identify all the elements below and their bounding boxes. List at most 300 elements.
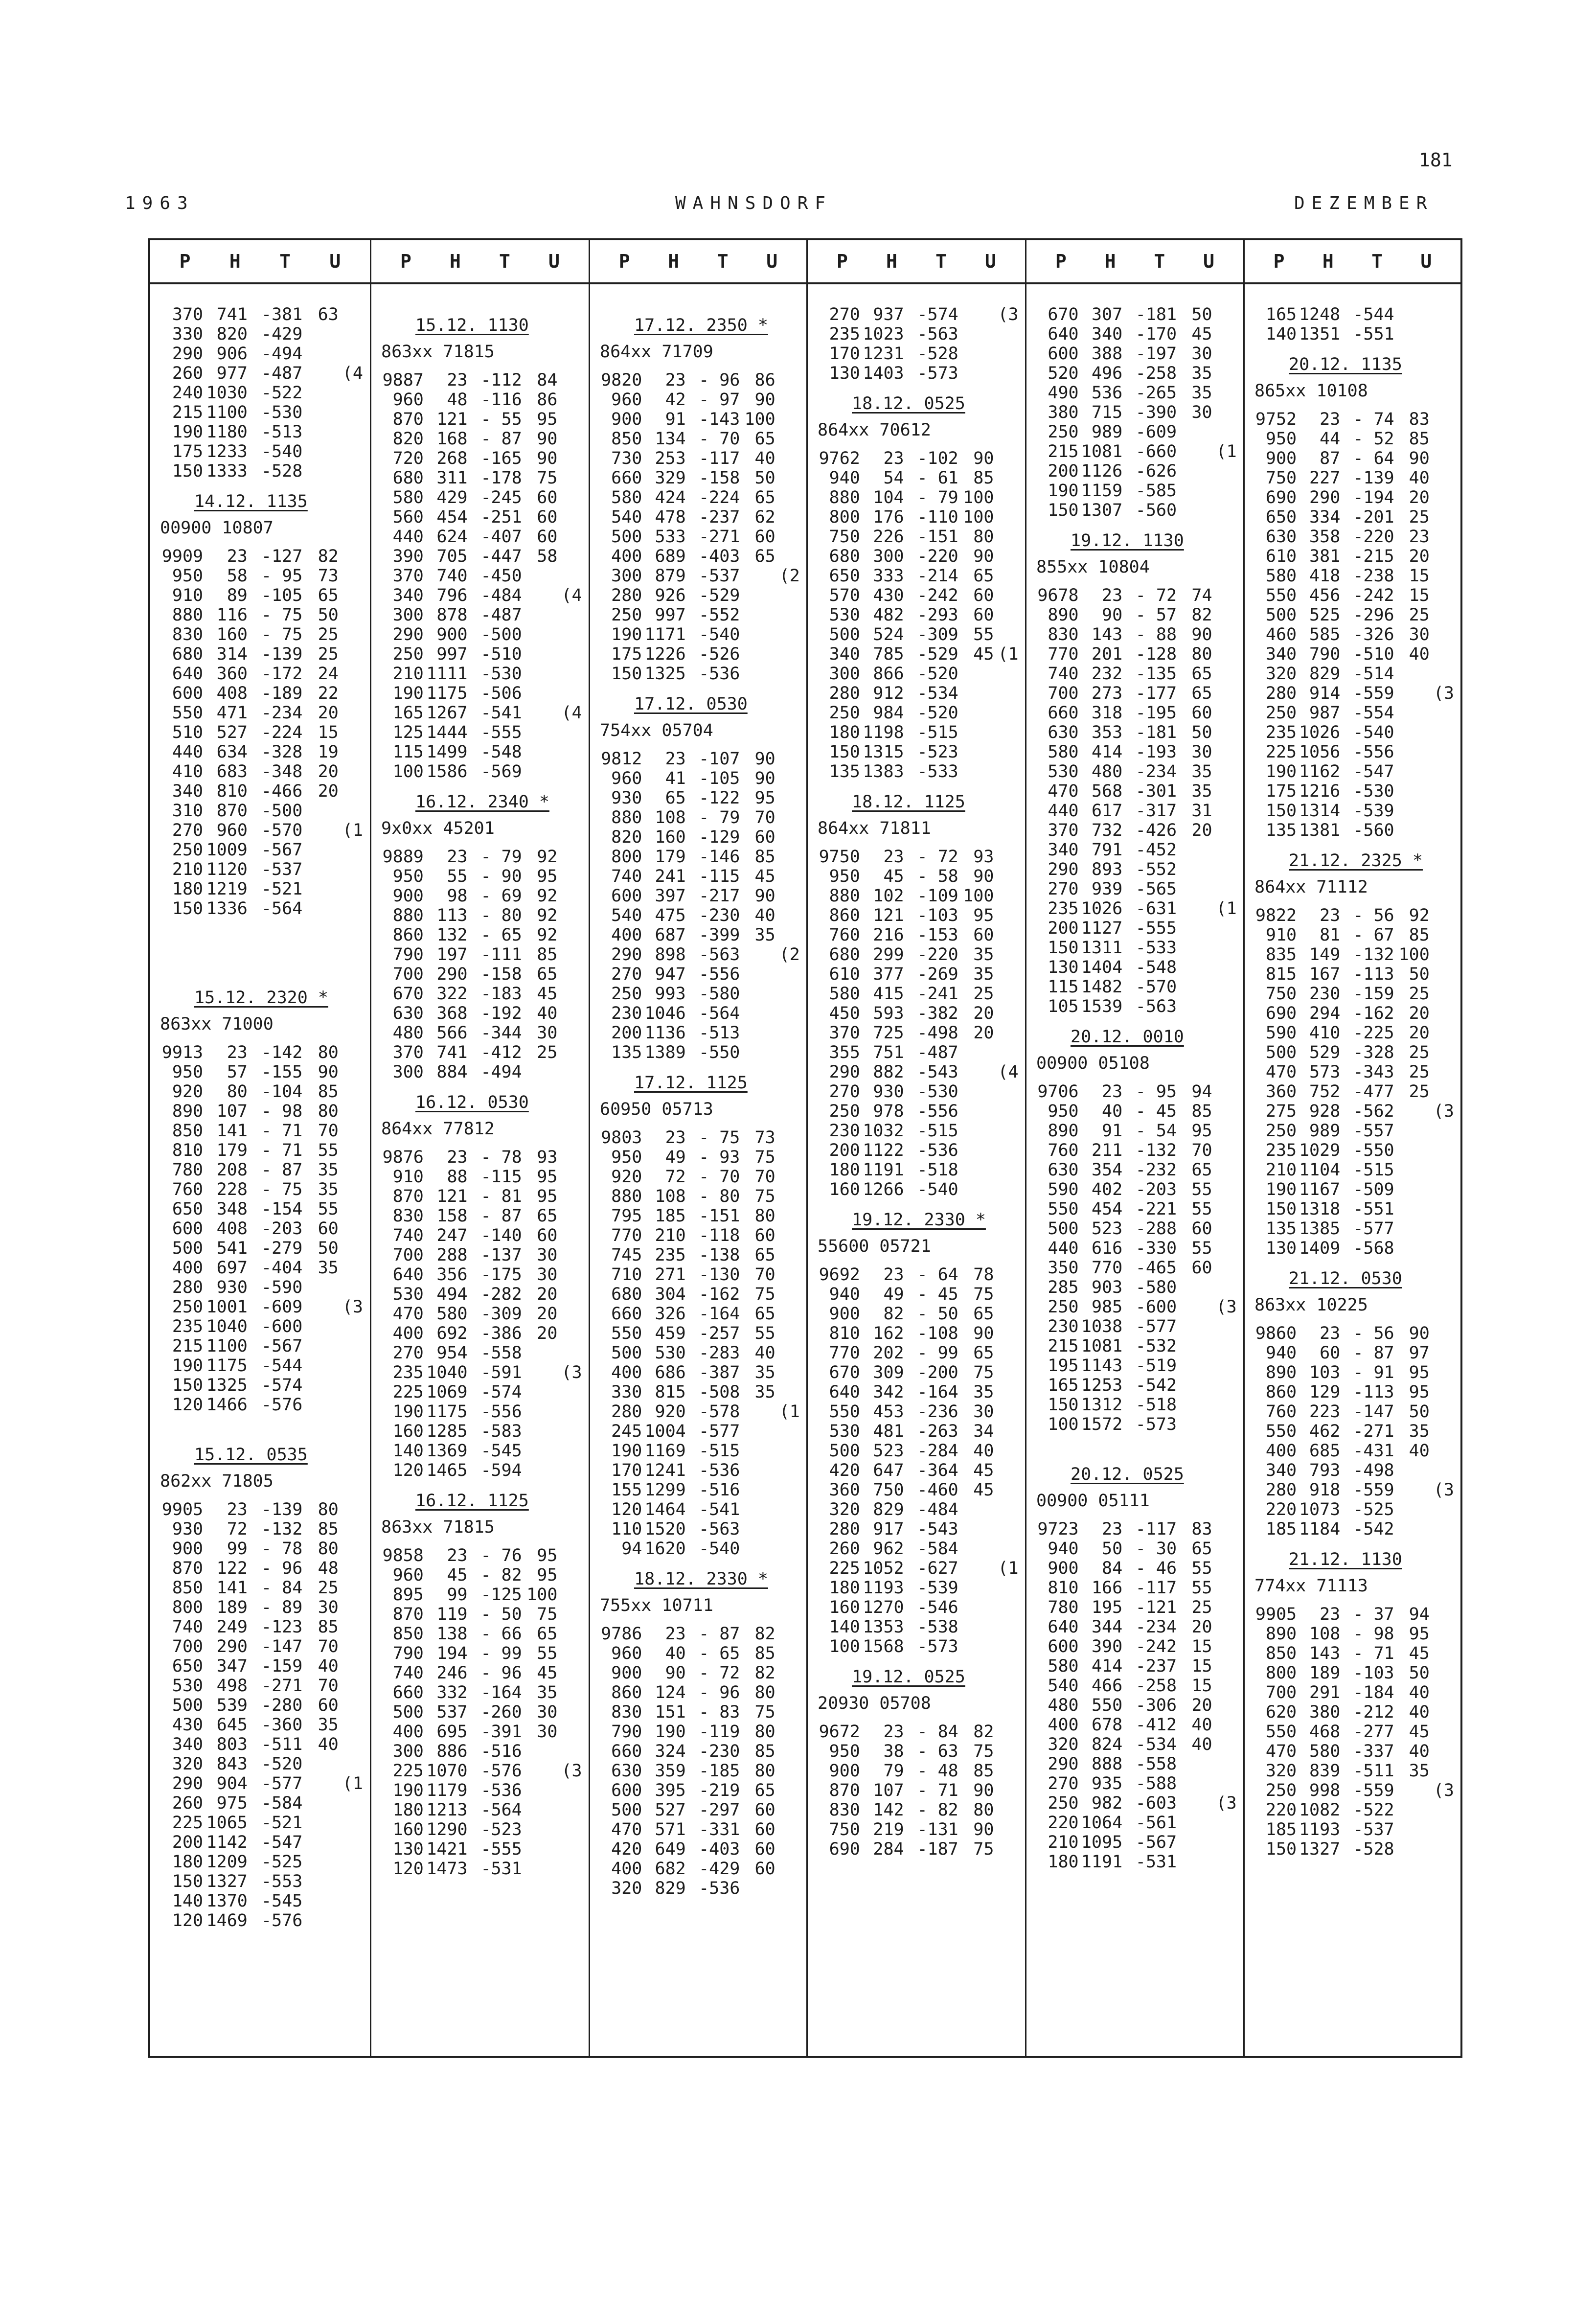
humidity-value <box>522 644 558 664</box>
height-value: 790 <box>1309 644 1341 664</box>
height-value: 410 <box>1309 1023 1341 1043</box>
height-value: 914 <box>1309 684 1341 703</box>
remark-value <box>1212 919 1243 938</box>
humidity-value: 45 <box>973 1480 994 1500</box>
temperature-value: -131 <box>917 1820 958 1839</box>
pressure-value: 180 <box>172 1852 204 1872</box>
remark-value <box>994 1800 1025 1820</box>
pressure-value: 580 <box>829 984 860 1004</box>
humidity-value: 35 <box>318 1258 339 1278</box>
table-row <box>1026 481 1243 501</box>
height-value: 1191 <box>863 1160 904 1180</box>
temperature-value: -556 <box>1353 742 1394 762</box>
temperature-value: -184 <box>1353 1683 1394 1702</box>
remark-value <box>1212 324 1243 344</box>
pressure-value: 700 <box>392 965 424 984</box>
remark-value <box>339 324 370 344</box>
pressure-value: 120 <box>172 1911 204 1930</box>
temperature-value: -297 <box>699 1800 740 1820</box>
pressure-value: 890 <box>172 1102 204 1121</box>
height-value: 1026 <box>1299 723 1341 742</box>
remark-value <box>775 827 806 847</box>
temperature-value: -301 <box>1135 781 1177 801</box>
remark-value <box>1212 1415 1243 1434</box>
pressure-value: 9672 <box>819 1722 860 1742</box>
sounding-code: 865xx 10108 <box>1254 381 1368 401</box>
humidity-value: 85 <box>973 1761 994 1781</box>
humidity-value <box>522 1402 558 1422</box>
temperature-value: -574 <box>480 1382 522 1402</box>
temperature-value: - 84 <box>261 1578 303 1598</box>
humidity-value <box>302 1395 339 1415</box>
humidity-value: 60 <box>537 488 558 507</box>
humidity-value: 65 <box>754 547 775 566</box>
height-value: 1444 <box>426 723 468 742</box>
table-row <box>808 867 1025 886</box>
remark-value: (3 <box>1216 1297 1237 1317</box>
height-value: 454 <box>436 507 468 527</box>
pressure-value: 500 <box>1265 605 1297 625</box>
temperature-value: -574 <box>261 1376 303 1395</box>
remark-value <box>339 605 370 625</box>
height-value: 1073 <box>1299 1500 1341 1519</box>
pressure-value: 550 <box>1265 1722 1297 1742</box>
pressure-value: 140 <box>172 1891 204 1911</box>
table-row <box>371 1062 589 1082</box>
height-value: 360 <box>216 664 248 684</box>
pressure-value: 780 <box>172 1160 204 1180</box>
pressure-value: 730 <box>611 449 642 468</box>
remark-value <box>1430 1160 1460 1180</box>
temperature-value: -181 <box>1135 723 1177 742</box>
sounding-date-text: 18.12. 2330 * <box>634 1569 768 1589</box>
pressure-value: 290 <box>1048 860 1079 879</box>
table-row <box>150 1121 370 1141</box>
pressure-value: 680 <box>829 547 860 566</box>
height-value: 541 <box>216 1239 248 1258</box>
remark-value <box>557 1402 589 1422</box>
humidity-value: 25 <box>1409 605 1430 625</box>
humidity-value <box>522 703 558 723</box>
temperature-value: -326 <box>1353 625 1394 644</box>
height-value: 453 <box>873 1402 904 1422</box>
table-row <box>1026 1102 1243 1121</box>
humidity-value: 40 <box>754 449 775 468</box>
pressure-value: 135 <box>1265 1219 1297 1239</box>
humidity-value: 19 <box>318 742 339 762</box>
height-value: 536 <box>1091 383 1123 403</box>
table-row <box>1245 1781 1460 1800</box>
height-value: 326 <box>655 1304 686 1324</box>
table-row <box>150 1813 370 1833</box>
temperature-value: -447 <box>480 547 522 566</box>
humidity-value: 40 <box>973 1441 994 1461</box>
humidity-value <box>522 1742 558 1761</box>
pressure-value: 940 <box>1048 1539 1079 1559</box>
pressure-value: 160 <box>829 1180 860 1199</box>
temperature-value: -536 <box>917 1141 958 1160</box>
remark-value <box>1430 410 1460 429</box>
table-row <box>371 1702 589 1722</box>
height-value: 989 <box>1309 1121 1341 1141</box>
humidity-value: 65 <box>973 566 994 586</box>
table-row <box>590 1761 806 1781</box>
humidity-value: 20 <box>973 1023 994 1043</box>
temperature-value: -220 <box>917 945 958 965</box>
humidity-value: 55 <box>1191 1578 1212 1598</box>
height-value: 151 <box>655 1702 686 1722</box>
table-row <box>371 527 589 547</box>
pressure-value: 910 <box>1265 925 1297 945</box>
height-value: 1325 <box>644 664 686 684</box>
sounding-code: 00900 05111 <box>1036 1491 1150 1511</box>
table-row <box>1026 860 1243 879</box>
remark-value <box>1212 938 1243 958</box>
temperature-value: -519 <box>1135 1356 1177 1376</box>
humidity-value: 95 <box>537 867 558 886</box>
column-header-label: P <box>1273 251 1285 272</box>
height-value: 1312 <box>1081 1395 1123 1415</box>
pressure-value: 600 <box>172 1219 204 1239</box>
pressure-value: 780 <box>1048 1598 1079 1617</box>
height-value: 997 <box>655 605 686 625</box>
table-row <box>371 1441 589 1461</box>
pressure-value: 9786 <box>601 1624 642 1644</box>
height-value: 1231 <box>863 344 904 364</box>
table-row <box>371 1167 589 1187</box>
humidity-value <box>1394 1800 1430 1820</box>
remark-value <box>1212 1735 1243 1754</box>
sounding-date-text: 21.12. 2325 * <box>1289 851 1423 871</box>
remark-value <box>1212 1754 1243 1774</box>
pressure-value: 105 <box>1048 997 1079 1016</box>
table-row <box>1245 781 1460 801</box>
humidity-value: 20 <box>318 762 339 781</box>
temperature-value: - 71 <box>261 1121 303 1141</box>
humidity-value <box>1177 1754 1212 1774</box>
humidity-value <box>522 1062 558 1082</box>
temperature-value: -536 <box>480 1781 522 1800</box>
pressure-value: 500 <box>611 1800 642 1820</box>
pressure-value: 580 <box>392 488 424 507</box>
remark-value <box>339 1754 370 1774</box>
sounding-date <box>150 1445 370 1465</box>
pressure-value: 215 <box>172 403 204 422</box>
sounding-code: 863xx 10225 <box>1254 1295 1368 1315</box>
table-row <box>371 1324 589 1343</box>
pressure-value: 340 <box>172 781 204 801</box>
pressure-value: 290 <box>611 945 642 965</box>
pressure-value: 275 <box>1265 1102 1297 1121</box>
height-value: 1299 <box>644 1480 686 1500</box>
humidity-value: 55 <box>1191 1559 1212 1578</box>
column-header-label: H <box>450 251 461 272</box>
remark-value <box>339 442 370 461</box>
column-header-label: P <box>837 251 848 272</box>
pressure-value: 120 <box>392 1461 424 1480</box>
humidity-value <box>522 762 558 781</box>
humidity-value: 95 <box>537 1546 558 1565</box>
humidity-value: 40 <box>537 1004 558 1023</box>
humidity-value: 30 <box>537 1023 558 1043</box>
table-row <box>371 1839 589 1859</box>
pressure-value: 850 <box>172 1578 204 1598</box>
remark-value: (1 <box>998 644 1019 664</box>
pressure-value: 510 <box>172 723 204 742</box>
humidity-value: 86 <box>537 390 558 410</box>
table-row <box>1026 1415 1243 1434</box>
remark-value: (2 <box>779 566 800 586</box>
remark-value <box>775 1781 806 1800</box>
height-value: 1586 <box>426 762 468 781</box>
pressure-value: 860 <box>611 1683 642 1702</box>
remark-value <box>557 1781 589 1800</box>
temperature-value: -484 <box>917 1500 958 1519</box>
pressure-value: 225 <box>829 1559 860 1578</box>
humidity-value: 20 <box>537 1304 558 1324</box>
humidity-value: 60 <box>537 507 558 527</box>
temperature-value: -139 <box>1353 468 1394 488</box>
temperature-value: -117 <box>1135 1519 1177 1539</box>
table-row <box>1245 586 1460 605</box>
pressure-value: 115 <box>392 742 424 762</box>
temperature-value: - 52 <box>1353 429 1394 449</box>
table-row <box>1026 586 1243 605</box>
temperature-value: -498 <box>917 1023 958 1043</box>
temperature-value: -108 <box>917 1324 958 1343</box>
pressure-value: 135 <box>1265 821 1297 840</box>
remark-value <box>1212 1539 1243 1559</box>
remark-value <box>1430 801 1460 821</box>
temperature-value: -343 <box>1353 1062 1394 1082</box>
remark-value <box>339 403 370 422</box>
table-column <box>1245 240 1460 2056</box>
height-value: 322 <box>436 984 468 1004</box>
pressure-value: 250 <box>611 605 642 625</box>
temperature-value: -271 <box>261 1676 303 1696</box>
height-value: 113 <box>436 906 468 925</box>
table-row <box>1245 1800 1460 1820</box>
height-value: 1100 <box>206 1336 248 1356</box>
humidity-value <box>302 1317 339 1336</box>
remark-value <box>775 925 806 945</box>
temperature-value: -122 <box>699 788 740 808</box>
height-value: 993 <box>655 984 686 1004</box>
temperature-value: -536 <box>699 1879 740 1898</box>
temperature-value: -143 <box>699 410 740 429</box>
remark-value <box>775 1343 806 1363</box>
remark-value <box>1212 1833 1243 1852</box>
humidity-value: 65 <box>754 488 775 507</box>
pressure-value: 130 <box>392 1839 424 1859</box>
remark-value <box>1430 1062 1460 1082</box>
humidity-value <box>302 422 339 442</box>
table-row <box>590 429 806 449</box>
temperature-value: -153 <box>917 925 958 945</box>
remark-value <box>1212 977 1243 997</box>
remark-value <box>1212 1082 1243 1102</box>
remark-value <box>1430 1141 1460 1160</box>
height-value: 87 <box>1320 449 1341 468</box>
pressure-value: 770 <box>1048 644 1079 664</box>
humidity-value: 20 <box>1409 1023 1430 1043</box>
temperature-value: -544 <box>1353 305 1394 324</box>
temperature-value: - 81 <box>480 1187 522 1206</box>
remark-value <box>1212 1258 1243 1278</box>
humidity-value <box>740 1480 775 1500</box>
remark-value <box>339 899 370 919</box>
humidity-value <box>302 461 339 481</box>
pressure-value: 190 <box>1048 481 1079 501</box>
remark-value <box>775 1187 806 1206</box>
table-row <box>590 1363 806 1382</box>
temperature-value: -452 <box>1135 840 1177 860</box>
pressure-value: 860 <box>1265 1382 1297 1402</box>
height-value: 356 <box>436 1265 468 1285</box>
pressure-value: 890 <box>1265 1363 1297 1382</box>
remark-value <box>557 945 589 965</box>
remark-value <box>775 410 806 429</box>
humidity-value <box>958 1160 994 1180</box>
table-row <box>808 1102 1025 1121</box>
humidity-value <box>958 364 994 383</box>
column-header <box>150 240 370 284</box>
humidity-value <box>1177 1336 1212 1356</box>
remark-value <box>339 1278 370 1297</box>
humidity-value <box>302 403 339 422</box>
pressure-value: 460 <box>1265 625 1297 644</box>
temperature-value: -236 <box>917 1402 958 1422</box>
humidity-value: 40 <box>318 1656 339 1676</box>
height-value: 1142 <box>206 1833 248 1852</box>
temperature-value: -429 <box>261 324 303 344</box>
remark-value <box>775 1722 806 1742</box>
temperature-value: -201 <box>1353 507 1394 527</box>
temperature-value: -360 <box>261 1715 303 1735</box>
table-row <box>1026 1578 1243 1598</box>
remark-value <box>1430 723 1460 742</box>
table-row <box>590 769 806 788</box>
table-row <box>590 370 806 390</box>
remark-value <box>557 1324 589 1343</box>
humidity-value: 65 <box>973 1304 994 1324</box>
remark-value <box>1212 364 1243 383</box>
remark-value <box>557 1565 589 1585</box>
sounding-date <box>1026 531 1243 551</box>
pressure-value: 110 <box>611 1519 642 1539</box>
pressure-value: 630 <box>1265 527 1297 547</box>
pressure-value: 640 <box>829 1382 860 1402</box>
pressure-value: 250 <box>829 1102 860 1121</box>
remark-value <box>994 1839 1025 1859</box>
remark-value <box>994 1304 1025 1324</box>
humidity-value: 95 <box>537 410 558 429</box>
temperature-value: -140 <box>480 1226 522 1245</box>
pressure-value: 230 <box>1048 1317 1079 1336</box>
height-value: 1290 <box>426 1820 468 1839</box>
pressure-value: 360 <box>829 1480 860 1500</box>
sounding-date-text: 20.12. 0010 <box>1071 1027 1184 1047</box>
temperature-value: -577 <box>699 1422 740 1441</box>
humidity-value <box>958 1102 994 1121</box>
table-row <box>590 1128 806 1148</box>
humidity-value <box>1394 742 1430 762</box>
temperature-value: -530 <box>480 664 522 684</box>
sounding-date <box>590 1569 806 1589</box>
pressure-value: 170 <box>829 344 860 364</box>
humidity-value <box>740 566 775 586</box>
temperature-value: -412 <box>480 1043 522 1062</box>
height-value: 353 <box>1091 723 1123 742</box>
temperature-value: -570 <box>1135 977 1177 997</box>
height-value: 947 <box>655 965 686 984</box>
humidity-value: 30 <box>973 1402 994 1422</box>
remark-value <box>557 1683 589 1702</box>
humidity-value: 50 <box>1409 965 1430 984</box>
temperature-value: -331 <box>699 1820 740 1839</box>
table-row <box>1026 644 1243 664</box>
temperature-value: -539 <box>1353 801 1394 821</box>
spacer <box>150 919 370 938</box>
temperature-value: -158 <box>699 468 740 488</box>
humidity-value: 75 <box>537 468 558 488</box>
table-row <box>1245 468 1460 488</box>
height-value: 498 <box>216 1676 248 1696</box>
table-row <box>1026 899 1243 919</box>
remark-value <box>1430 984 1460 1004</box>
height-value: 79 <box>883 1761 904 1781</box>
sounding-date-text: 19.12. 2330 * <box>852 1210 986 1230</box>
pressure-value: 185 <box>1265 1820 1297 1839</box>
table-row <box>590 566 806 586</box>
table-row <box>808 664 1025 684</box>
temperature-value: -534 <box>1135 1735 1177 1754</box>
temperature-value: - 37 <box>1353 1605 1394 1624</box>
pressure-value: 895 <box>392 1585 424 1605</box>
pressure-value: 610 <box>829 965 860 984</box>
pressure-value: 250 <box>611 984 642 1004</box>
pressure-value: 630 <box>611 1761 642 1781</box>
sounding-date <box>371 1491 589 1511</box>
humidity-value: 60 <box>537 1226 558 1245</box>
table-row <box>371 390 589 410</box>
table-row <box>1245 527 1460 547</box>
remark-value <box>775 1285 806 1304</box>
height-value: 1162 <box>1299 762 1341 781</box>
remark-value <box>1430 1441 1460 1461</box>
temperature-value: -404 <box>261 1258 303 1278</box>
height-value: 1082 <box>1299 1800 1341 1820</box>
temperature-value: - 75 <box>699 1128 740 1148</box>
temperature-value: -558 <box>1135 1754 1177 1774</box>
pressure-value: 9913 <box>161 1043 204 1062</box>
temperature-value: -522 <box>1353 1800 1394 1820</box>
height-value: 1209 <box>206 1852 248 1872</box>
height-value: 1069 <box>426 1382 468 1402</box>
table-row <box>1026 1395 1243 1415</box>
humidity-value: 35 <box>754 925 775 945</box>
pressure-value: 835 <box>1265 945 1297 965</box>
table-row <box>808 586 1025 605</box>
remark-value <box>1212 344 1243 364</box>
table-row <box>590 488 806 507</box>
pressure-value: 140 <box>829 1617 860 1637</box>
humidity-value: 94 <box>1191 1082 1212 1102</box>
remark-value <box>1212 1121 1243 1141</box>
sounding-code: 864xx 71709 <box>600 342 713 362</box>
table-row <box>150 801 370 821</box>
pressure-value: 400 <box>392 1722 424 1742</box>
